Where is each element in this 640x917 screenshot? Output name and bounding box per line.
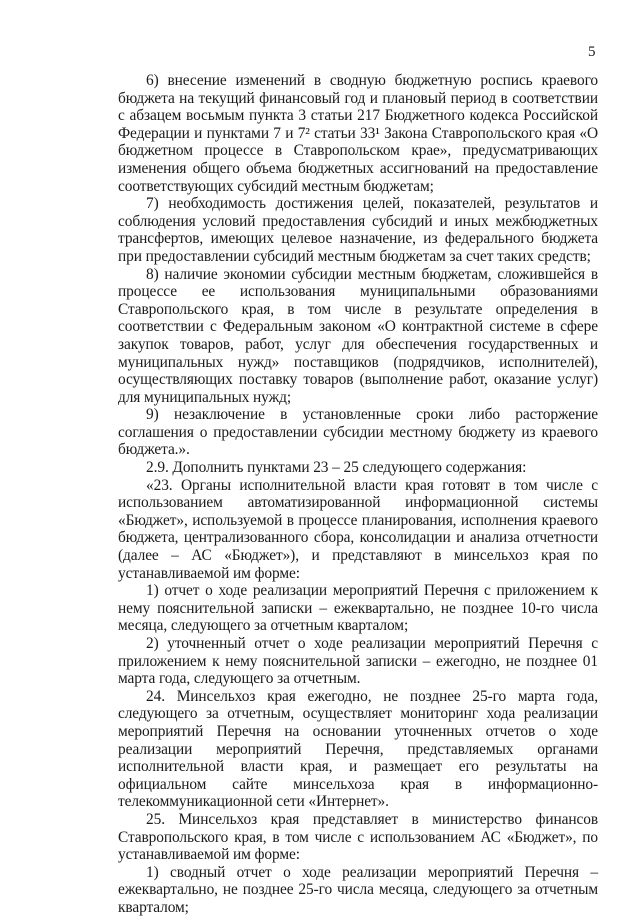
paragraph-item-9: 9) незаключение в установленные сроки либо расторжение соглашения о предоставлении субсидии местному бюджету из краевого бюджета.». — [118, 406, 598, 459]
paragraph-item-8: 8) наличие экономии субсидии местным бюджетам, сложившейся в процессе ее использования муниципальными образованиями Ставропольского края, в том числе в результате определения в соответствии с Федеральным законом «О контрактной системе в сфере закупок товаров, работ, услуг для обеспечения государственных и муниципальных нужд» поставщиков (подрядчиков, исполнителей), осуществляющих поставку товаров (выполнение работ, оказание услуг) для муниципальных нужд; — [118, 265, 598, 406]
paragraph-point-24: 24. Минсельхоз края ежегодно, не позднее 25-го марта года, следующего за отчетным, осуществляет мониторинг хода реализации мероприятий Перечня на основании уточненных отчетов о ходе реализации мероприятий Перечня, представляемых органами исполнительной власти края, и размещает его результаты на официальном сайте минсельхоза края в информационно-телекоммуникационной сети «Интернет». — [118, 687, 598, 811]
paragraph-point-25: 25. Минсельхоз края представляет в министерство финансов Ставропольского края, в том числе с использованием АС «Бюджет», по устанавливаемой им форме: — [118, 810, 598, 864]
page-number: 5 — [588, 44, 596, 60]
paragraph-item-6: 6) внесение изменений в сводную бюджетную роспись краевого бюджета на текущий финансовый год и плановый период в соответствии с абзацем восьмым пункта 3 статьи 217 Бюджетного кодекса Российской Федерации и пунктами 7 и 7² статьи 33¹ Закона Ставропольского края «О бюджетном процессе в Ставропольском крае», предусматривающих изменения общего объема бюджетных ассигнований на предоставление соответствующих субсидий местным бюджетам; — [118, 72, 598, 195]
paragraph-point-25-item-1: 1) сводный отчет о ходе реализации мероприятий Перечня – ежеквартально, не позднее 25-го числа месяца, следующего за отчетным кварталом; — [118, 863, 598, 916]
paragraph-section-2-9: 2.9. Дополнить пунктами 23 – 25 следующего содержания: — [146, 459, 527, 477]
paragraph-point-23-item-2: 2) уточненный отчет о ходе реализации мероприятий Перечня с приложением к нему пояснительной записки – ежегодно, не позднее 01 марта года, следующего за отчетным. — [118, 635, 598, 688]
paragraph-point-23: «23. Органы исполнительной власти края готовят в том числе с использованием автоматизированной информационной системы «Бюджет», используемой в процессе планирования, исполнения краевого бюджета, централизованного сбора, консолидации и анализа отчетности (далее – АС «Бюджет»), и представляют в минсельхоз края по устанавливаемой им форме: — [118, 476, 598, 582]
paragraph-item-7: 7) необходимость достижения целей, показателей, результатов и соблюдения условий предоставления субсидий и иных межбюджетных трансфертов, имеющих целевое назначение, из федерального бюджета при предоставлении субсидий местным бюджетам за счет таких средств; — [118, 195, 598, 265]
document-body — [118, 72, 598, 917]
paragraph-point-23-item-1: 1) отчет о ходе реализации мероприятий Перечня с приложением к нему пояснительной записки – ежеквартально, не позднее 10-го числа месяца, следующего за отчетным кварталом; — [118, 582, 598, 635]
